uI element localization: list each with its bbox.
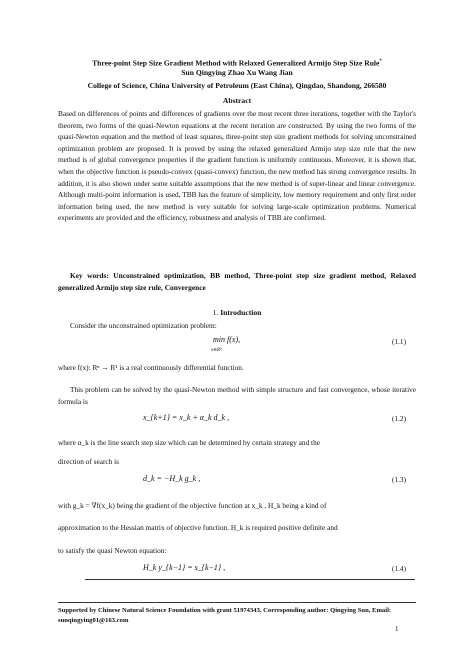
affiliation: College of Science, China University of Petroleum (East China), Qingdao, Shandong, 266580 [87, 81, 387, 90]
footnote-divider [58, 602, 416, 603]
section-number: 1. [212, 308, 219, 317]
author-list: Sun Qingying Zhao Xu Wang Jian [181, 68, 293, 77]
page-number: 1 [395, 626, 399, 633]
equation-1-2-expr: x_{k+1} = x_k + α_k d_k , [143, 413, 230, 422]
footnote: Supported by Chinese Natural Science Foundation with grant 51974343. Corresponding author: Qingying Sun, Email: sunqingying01@163.com [58, 607, 392, 624]
hessian-line: approximation to the Hessian matrix of objective function. H_k is required positive definite and [58, 523, 338, 532]
equation-1-1-subscript: x∈Rⁿ [211, 348, 222, 353]
quasi-newton-line: to satisfy the quasi Newton equation: [58, 546, 167, 555]
where-line-2a: where α_k is the line search step size which can be determined by certain strategy and the [58, 438, 320, 447]
abstract-heading: Abstract [222, 96, 252, 105]
equation-number-1-3: (1.3) [392, 475, 406, 484]
equation-underline-rule [85, 579, 415, 580]
equation-number-1-4: (1.4) [392, 564, 406, 573]
section-heading [60, 308, 414, 317]
where-line-2b: direction of search is [58, 457, 119, 466]
equation-1-1-expr: min f(x), [213, 335, 241, 344]
equation-1-3-expr: d_k = −H_k g_k , [143, 474, 201, 483]
equation-number-1-2: (1.2) [392, 414, 406, 423]
where-line-1: where f(x): Rⁿ → R¹ is a real continuously differential function. [58, 363, 244, 372]
gradient-line: with g_k = ∇f(x_k) being the gradient of the objective function at x_k , H_k being a kind of [58, 501, 327, 510]
equation-number-1-1: (1.1) [392, 337, 406, 346]
intro-paragraph: Consider the unconstrained optimization problem: [70, 321, 217, 330]
keywords: Key words: Unconstrained optimization, BB method, Three-point step size gradient method, Relaxed generalized Armijo step size rule, Convergence [58, 271, 416, 292]
abstract-body: Based on differences of points and differences of gradients over the most recent three iterations, together with the Taylor's theorem, two forms of the quasi-Newton equations at the recent iteration are constructed. By using the two forms of the quasi-Newton equation and the method of least squares, three-point step size gradient methods for solving unconstrained optimization problem are proposed. It is proved by using the relaxed generalized Armijo step size rule that the new method is of global convergence properties if the gradient function is uniformly continuous. Moreover, it is shown that, when the objective function is pseudo-convex (quasi-convex) function, the new method has strong convergence results. In addition, it is also shown under some suitable assumptions that the new method is of super-linear and linear convergence. Although multi-point information is used, TBB has the feature of simplicity, low memory requirement and only first order information being used, the new method is very suitable for solving large-scale optimization problems. Numerical experiments are provided and the efficiency, robustness and analysis of TBB are confirmed. [58, 109, 416, 223]
title-footnote-mark: * [379, 59, 382, 64]
equation-1-4-expr: H_k y_{k−1} = s_{k−1} , [143, 563, 226, 572]
title-text: Three-point Step Size Gradient Method with Relaxed Generalized Armijo Step Size Rule [92, 58, 380, 68]
quasi-newton-paragraph: This problem can be solved by the quasi-Newton method with simple structure and fast convergence, whose iterative formula is [58, 385, 416, 406]
section-title: Introduction [220, 308, 262, 317]
